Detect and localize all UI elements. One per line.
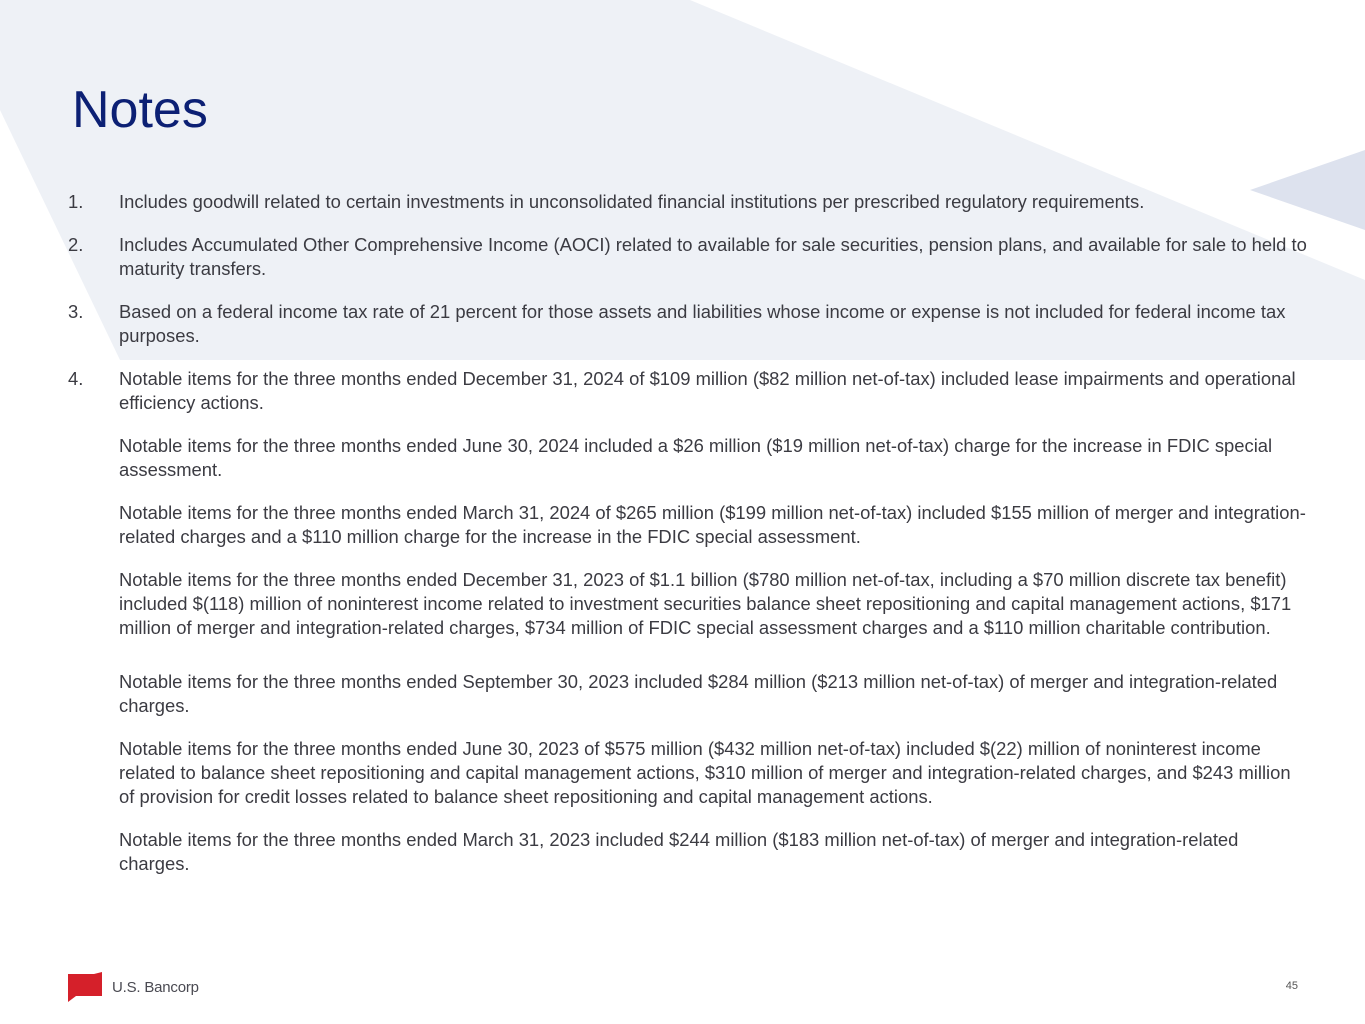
note-text: Includes goodwill related to certain investments in unconsolidated financial institutions per prescribed regulatory requirements. xyxy=(119,191,1145,212)
note-number: 3. xyxy=(68,301,84,322)
page-number: 45 xyxy=(1285,980,1298,992)
note-number: 4. xyxy=(68,368,84,389)
brand-logo xyxy=(68,972,199,1002)
note-2 xyxy=(68,233,1308,281)
note-text: Notable items for the three months ended December 31, 2023 of $1.1 billion ($780 million net-of-tax, including a $70 million discrete tax benefit) included $(118) million of noninterest income related to investment securities balance sheet repositioning and capital management actions, $171 million of merger and integration-related charges, $734 million of FDIC special assessment charges and a $110 million charitable contribution. xyxy=(119,569,1292,638)
note-number: 1. xyxy=(68,191,84,212)
note-number: 2. xyxy=(68,234,84,255)
note-1 xyxy=(68,190,1308,214)
note-text: Notable items for the three months ended March 31, 2023 included $244 million ($183 million net-of-tax) of merger and integration-related charges. xyxy=(119,829,1239,874)
note-3 xyxy=(68,300,1308,348)
notes-list xyxy=(68,190,1308,895)
note-text: Notable items for the three months ended September 30, 2023 included $284 million ($213 million net-of-tax) of merger and integration-related charges. xyxy=(119,671,1278,716)
note-text: Includes Accumulated Other Comprehensive Income (AOCI) related to available for sale securities, pension plans, and available for sale to held to maturity transfers. xyxy=(119,234,1307,279)
page-title: Notes xyxy=(72,81,208,139)
note-4 xyxy=(68,367,1308,876)
note-text: Notable items for the three months ended June 30, 2024 included a $26 million ($19 million net-of-tax) charge for the increase in FDIC special assessment. xyxy=(119,435,1273,480)
note-text: Notable items for the three months ended December 31, 2024 of $109 million ($82 million net-of-tax) included lease impairments and operational efficiency actions. xyxy=(119,368,1296,413)
note-text: Based on a federal income tax rate of 21 percent for those assets and liabilities whose income or expense is not included for federal income tax purposes. xyxy=(119,301,1286,346)
shield-logo-icon xyxy=(68,972,102,1002)
note-text: Notable items for the three months ended June 30, 2023 of $575 million ($432 million net-of-tax) included $(22) million of noninterest income related to balance sheet repositioning and capital management actions, $310 million of merger and integration-related charges, and $243 million of provision for credit losses related to balance sheet repositioning and capital management actions. xyxy=(119,738,1291,807)
note-text: Notable items for the three months ended March 31, 2024 of $265 million ($199 million net-of-tax) included $155 million of merger and integration-related charges and a $110 million charge for the increase in the FDIC special assessment. xyxy=(119,502,1306,547)
brand-name: U.S. Bancorp xyxy=(112,978,199,996)
